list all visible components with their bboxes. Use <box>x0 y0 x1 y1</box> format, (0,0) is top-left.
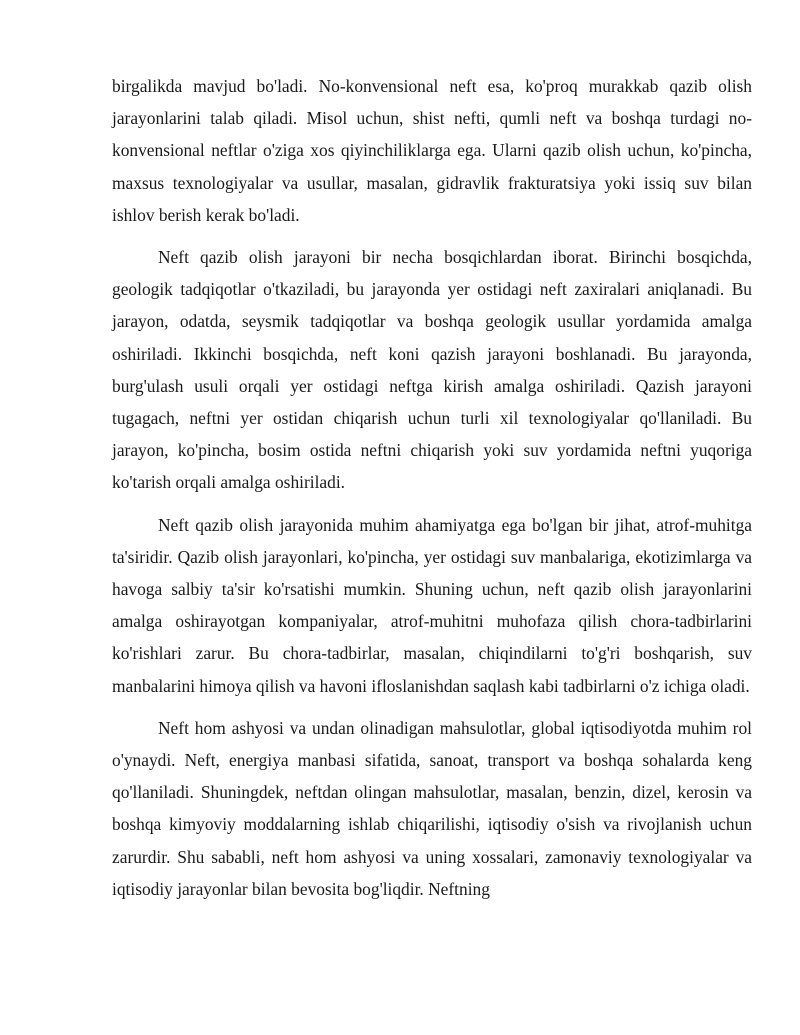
paragraph-environmental-impact: Neft qazib olish jarayonida muhim ahamiyatga ega bo'lgan bir jihat, atrof-muhitga ta'siridir. Qazib olish jarayonlari, ko'pincha, yer ostidagi suv manbalariga, ekotizimlarga va havoga salbiy ta'sir ko'rsatishi mumkin. Shuning uchun, neft qazib olish jarayonlarini amalga oshirayotgan kompaniyalar, atrof-muhitni muhofaza qilish chora-tadbirlarini ko'rishlari zarur. Bu chora-tadbirlar, masalan, chiqindilarni to'g'ri boshqarish, suv manbalarini himoya qilish va havoni ifloslanishdan saqlash kabi tadbirlarni o'z ichiga oladi. <box>112 514 752 696</box>
document-body <box>112 70 752 915</box>
paragraph-extraction-stages: Neft qazib olish jarayoni bir necha bosqichlardan iborat. Birinchi bosqichda, geologik tadqiqotlar o'tkaziladi, bu jarayonda yer ostidagi neft zaxiralari aniqlanadi. Bu jarayon, odatda, seysmik tadqiqotlar va boshqa geologik usullar yordamida amalga oshiriladi. Ikkinchi bosqichda, neft koni qazish jarayoni boshlanadi. Bu jarayonda, burg'ulash usuli orqali yer ostidagi neftga kirish amalga oshiriladi. Qazish jarayoni tugagach, neftni yer ostidan chiqarish uchun turli xil texnologiyalar qo'llaniladi. Bu jarayon, ko'pincha, bosim ostida neftni chiqarish yoki suv yordamida neftni yuqoriga ko'tarish orqali amalga oshiriladi. <box>112 247 752 493</box>
paragraph-continuation: birgalikda mavjud bo'ladi. No-konvensional neft esa, ko'proq murakkab qazib olish jarayonlarini talab qiladi. Misol uchun, shist nefti, qumli neft va boshqa turdagi no-konvensional neftlar o'ziga xos qiyinchiliklarga ega. Ularni qazib olish uchun, ko'pincha, maxsus texnologiyalar va usullar, masalan, gidravlik frakturatsiya yoki issiq suv bilan ishlov berish kerak bo'ladi. <box>112 76 752 225</box>
paragraph-economic-role: Neft hom ashyosi va undan olinadigan mahsulotlar, global iqtisodiyotda muhim rol o'ynaydi. Neft, energiya manbasi sifatida, sanoat, transport va boshqa sohalarda keng qo'llaniladi. Shuningdek, neftdan olingan mahsulotlar, masalan, benzin, dizel, kerosin va boshqa kimyoviy moddalarning ishlab chiqarilishi, iqtisodiy o'sish va rivojlanish uchun zarurdir. Shu sababli, neft hom ashyosi va uning xossalari, zamonaviy texnologiyalar va iqtisodiy jarayonlar bilan bevosita bog'liqdir. Neftning <box>112 717 752 899</box>
